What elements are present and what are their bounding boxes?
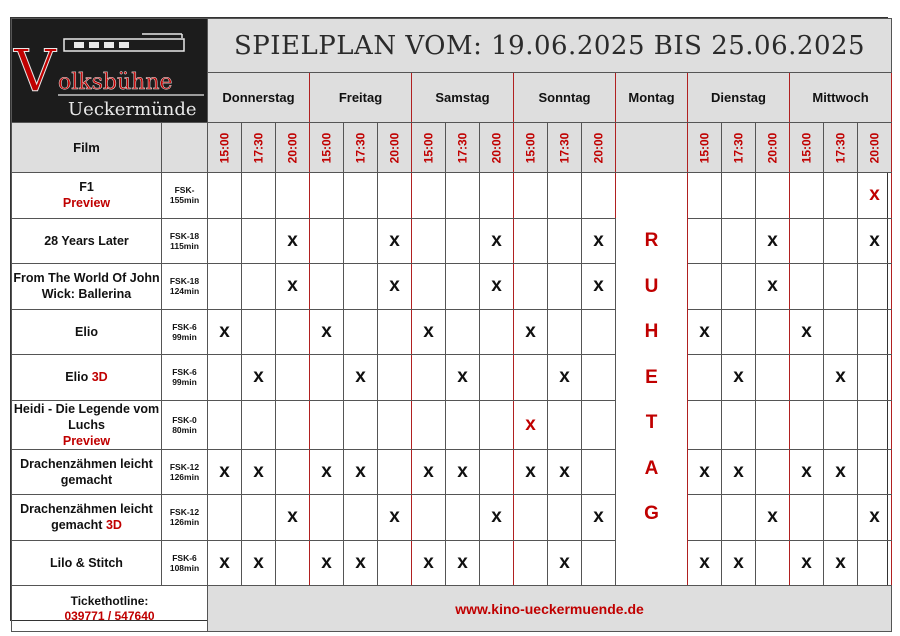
day-header-donnerstag: Donnerstag (208, 73, 310, 123)
time-slot (858, 123, 892, 173)
showing-cell (824, 264, 858, 310)
showing-cell (480, 400, 514, 449)
time-slot (446, 123, 480, 173)
fsk-rating: FSK-18 (169, 230, 200, 241)
film-title-cell (12, 400, 162, 449)
showing-cell (412, 355, 446, 401)
showing-cell: x (276, 264, 310, 310)
day-header-mittwoch: Mittwoch (790, 73, 892, 123)
showing-cell: x (412, 449, 446, 495)
showing-cell (412, 264, 446, 310)
showing-cell: x (480, 264, 514, 310)
showing-cell (480, 309, 514, 355)
film-row (12, 218, 892, 264)
showing-cell (514, 495, 548, 541)
ruhetag-letter: G (644, 503, 659, 524)
showing-cell (858, 355, 892, 401)
showing-cell (722, 400, 756, 449)
film-title-cell (12, 540, 162, 586)
showing-cell (582, 540, 616, 586)
ruhetag-letter: R (644, 230, 659, 251)
time-slot (688, 123, 722, 173)
showing-cell (790, 400, 824, 449)
time-label: 15:00 (799, 132, 814, 163)
runtime: 126min (169, 471, 200, 482)
showing-cell: x (722, 449, 756, 495)
runtime: 80min (172, 424, 197, 435)
showing-cell: x (344, 355, 378, 401)
showing-cell (344, 218, 378, 264)
runtime: 115min (170, 240, 199, 251)
film-title: Drachenzähmen leicht gemacht (20, 456, 153, 487)
showing-cell (412, 495, 446, 541)
time-slot (310, 123, 344, 173)
svg-text:Ueckermünde: Ueckermünde (68, 99, 197, 120)
time-slot (208, 123, 242, 173)
showing-cell (344, 400, 378, 449)
showing-cell: x (790, 540, 824, 586)
ruhetag-letter: T (645, 412, 658, 433)
showing-cell (208, 218, 242, 264)
film-row (12, 540, 892, 586)
showing-cell (208, 173, 242, 219)
fsk-rating-cell (162, 264, 208, 310)
showing-cell (790, 218, 824, 264)
runtime: 99min (172, 377, 197, 388)
film-title-cell (12, 309, 162, 355)
time-label: 20:00 (765, 132, 780, 163)
time-slot (722, 123, 756, 173)
showing-cell (824, 173, 858, 219)
showing-cell (582, 355, 616, 401)
showing-cell (548, 264, 582, 310)
schedule-title: SPIELPLAN VOM: 19.06.2025 BIS 25.06.2025 (208, 19, 892, 73)
showing-cell (548, 309, 582, 355)
time-label: 15:00 (217, 132, 232, 163)
day-header-freitag: Freitag (310, 73, 412, 123)
showing-cell (344, 495, 378, 541)
film-title-cell (12, 449, 162, 495)
showing-cell (756, 309, 790, 355)
showing-cell: x (756, 264, 790, 310)
film-format-suffix: 3D (105, 518, 122, 533)
showing-cell (310, 264, 344, 310)
showing-cell (310, 173, 344, 219)
fsk-rating-cell (162, 218, 208, 264)
fsk-rating: FSK-0 (172, 414, 197, 425)
showing-cell (378, 449, 412, 495)
showing-cell: x (242, 355, 276, 401)
time-label: 20:00 (489, 132, 504, 163)
showing-cell (344, 309, 378, 355)
time-slot (480, 123, 514, 173)
ruhetag-letter: H (644, 321, 659, 342)
film-title-cell (12, 173, 162, 219)
fsk-rating: FSK-6 (172, 552, 197, 563)
showing-cell (582, 449, 616, 495)
svg-text:V: V (14, 37, 56, 105)
film-title-cell (12, 264, 162, 310)
showing-cell: x (242, 540, 276, 586)
time-label: 20:00 (285, 132, 300, 163)
showing-cell: x (446, 449, 480, 495)
showing-cell (790, 173, 824, 219)
day-header-dienstag: Dienstag (688, 73, 790, 123)
film-title: Lilo & Stitch (50, 555, 123, 570)
showing-cell: x (548, 540, 582, 586)
schedule-sheet (10, 17, 888, 621)
showing-cell: x (824, 449, 858, 495)
showing-cell (480, 540, 514, 586)
showing-cell (344, 264, 378, 310)
showing-cell (858, 309, 892, 355)
time-slot (514, 123, 548, 173)
showing-cell: x (582, 264, 616, 310)
showing-cell: x (756, 218, 790, 264)
fsk-rating-cell (162, 449, 208, 495)
svg-text:olksbühne: olksbühne (58, 70, 173, 95)
time-label: 17:30 (557, 132, 572, 163)
showing-cell: x (208, 309, 242, 355)
fsk-rating: FSK- (174, 185, 195, 196)
showing-cell: x (858, 218, 892, 264)
showing-cell (756, 540, 790, 586)
showing-cell (242, 173, 276, 219)
showing-cell (688, 400, 722, 449)
showing-cell (548, 218, 582, 264)
showing-cell: x (858, 495, 892, 541)
time-label: 15:00 (697, 132, 712, 163)
time-slot (824, 123, 858, 173)
showing-cell (242, 400, 276, 449)
showing-cell (756, 355, 790, 401)
showing-cell (790, 264, 824, 310)
film-row (12, 309, 892, 355)
time-slot (276, 123, 310, 173)
showing-cell (242, 218, 276, 264)
showing-cell (378, 309, 412, 355)
fsk-rating-cell (162, 495, 208, 541)
time-slot (756, 123, 790, 173)
showing-cell (756, 173, 790, 219)
day-header-samstag: Samstag (412, 73, 514, 123)
title-row (12, 19, 892, 73)
showing-cell: x (446, 540, 480, 586)
showing-cell (688, 218, 722, 264)
showing-cell (756, 449, 790, 495)
film-title: From The World Of John Wick: Ballerina (13, 271, 160, 302)
showing-cell (412, 218, 446, 264)
film-title: Heidi - Die Legende vom Luchs (13, 401, 160, 432)
film-title: Elio (65, 370, 89, 385)
showing-cell: x (480, 218, 514, 264)
showing-cell (688, 173, 722, 219)
showing-cell (824, 495, 858, 541)
day-header-sonntag: Sonntag (514, 73, 616, 123)
showing-cell (548, 173, 582, 219)
showing-cell: x (688, 449, 722, 495)
showing-cell: x (548, 449, 582, 495)
showing-cell (242, 495, 276, 541)
showing-cell (446, 400, 480, 449)
fsk-rating: FSK-6 (172, 321, 197, 332)
showing-cell: x (242, 449, 276, 495)
fsk-rating-cell (162, 540, 208, 586)
showing-cell: x (824, 540, 858, 586)
hotline-label: Tickethotline: (70, 593, 149, 608)
film-row (12, 173, 892, 219)
showing-cell: x (688, 540, 722, 586)
fsk-rating: FSK-12 (169, 507, 200, 518)
showing-cell (548, 495, 582, 541)
showing-cell: x (858, 173, 892, 219)
showing-cell: x (514, 309, 548, 355)
showing-cell (514, 173, 548, 219)
showing-cell (276, 449, 310, 495)
showing-cell (824, 309, 858, 355)
showing-cell (858, 449, 892, 495)
showing-cell (310, 218, 344, 264)
showing-cell (688, 355, 722, 401)
showing-cell (276, 400, 310, 449)
showing-cell: x (688, 309, 722, 355)
film-row (12, 264, 892, 310)
showing-cell (824, 218, 858, 264)
showing-cell: x (412, 309, 446, 355)
showing-cell (378, 540, 412, 586)
fsk-rating-cell (162, 355, 208, 401)
showing-cell: x (310, 540, 344, 586)
showing-cell (548, 400, 582, 449)
time-slot (412, 123, 446, 173)
film-row (12, 400, 892, 449)
footer-row (12, 586, 892, 632)
showing-cell (824, 400, 858, 449)
showing-cell (446, 173, 480, 219)
showing-cell (514, 218, 548, 264)
showing-cell: x (756, 495, 790, 541)
showing-cell (722, 309, 756, 355)
time-slot (582, 123, 616, 173)
ruhetag-letter: A (644, 457, 659, 479)
time-slot (344, 123, 378, 173)
showing-cell: x (208, 449, 242, 495)
time-label: 17:30 (833, 132, 848, 163)
showing-cell (310, 495, 344, 541)
time-slot (378, 123, 412, 173)
fsk-rating: FSK-18 (169, 276, 200, 287)
film-title: Elio (75, 324, 98, 339)
schedule-table (11, 18, 892, 632)
showing-cell: x (514, 400, 548, 449)
time-slot (242, 123, 276, 173)
showing-cell (480, 173, 514, 219)
showing-cell (514, 540, 548, 586)
fsk-rating: FSK-6 (172, 367, 197, 378)
showing-cell (688, 264, 722, 310)
showing-cell (790, 495, 824, 541)
film-title-cell (12, 495, 162, 541)
showing-cell (276, 540, 310, 586)
showing-cell (276, 309, 310, 355)
showing-cell: x (548, 355, 582, 401)
showing-cell (242, 264, 276, 310)
film-title: 28 Years Later (44, 233, 129, 248)
showing-cell: x (208, 540, 242, 586)
runtime: 126min (169, 517, 200, 528)
time-label: 20:00 (387, 132, 402, 163)
showing-cell (378, 355, 412, 401)
runtime: 155min (169, 195, 200, 206)
ruhetag-letter: U (644, 275, 659, 297)
showing-cell: x (310, 449, 344, 495)
showing-cell (480, 449, 514, 495)
time-label: 20:00 (867, 132, 882, 163)
showing-cell (446, 264, 480, 310)
cinema-logo (12, 19, 208, 123)
showing-cell (858, 264, 892, 310)
showing-cell (722, 218, 756, 264)
showing-cell: x (412, 540, 446, 586)
film-row (12, 449, 892, 495)
showing-cell: x (722, 540, 756, 586)
showing-cell (446, 218, 480, 264)
showing-cell (242, 309, 276, 355)
hotline-number[interactable]: 039771 / 547640 (64, 608, 155, 623)
runtime: 99min (172, 331, 197, 342)
time-label: 15:00 (319, 132, 334, 163)
showing-cell (722, 173, 756, 219)
showing-cell: x (310, 309, 344, 355)
film-row (12, 495, 892, 541)
showing-cell (514, 355, 548, 401)
fsk-rating-cell (162, 400, 208, 449)
fsk-rating-cell (162, 173, 208, 219)
showing-cell: x (378, 218, 412, 264)
showing-cell (412, 173, 446, 219)
showing-cell (446, 495, 480, 541)
showing-cell (858, 400, 892, 449)
showing-cell: x (514, 449, 548, 495)
fsk-column-header (162, 123, 208, 173)
showing-cell (276, 355, 310, 401)
time-slot-empty (616, 123, 688, 173)
ruhetag-letters (616, 173, 687, 537)
ruhetag-column (616, 173, 688, 586)
showing-cell (208, 355, 242, 401)
showing-cell: x (344, 540, 378, 586)
showing-cell (378, 400, 412, 449)
time-label: 17:30 (353, 132, 368, 163)
showing-cell: x (378, 495, 412, 541)
showing-cell: x (446, 355, 480, 401)
showing-cell (480, 355, 514, 401)
film-title-cell (12, 218, 162, 264)
film-title: Drachenzähmen leicht gemacht (20, 502, 153, 533)
showing-cell (722, 264, 756, 310)
time-label: 15:00 (421, 132, 436, 163)
time-label: 15:00 (523, 132, 538, 163)
fsk-rating: FSK-12 (169, 461, 200, 472)
showing-cell (310, 400, 344, 449)
showing-cell (514, 264, 548, 310)
time-label: 20:00 (591, 132, 606, 163)
showing-cell: x (344, 449, 378, 495)
website-link[interactable]: www.kino-ueckermuende.de (208, 586, 892, 632)
showing-cell (688, 495, 722, 541)
ticket-hotline (12, 586, 208, 632)
showing-cell (310, 355, 344, 401)
showing-cell (446, 309, 480, 355)
film-title-cell (12, 355, 162, 401)
showing-cell: x (582, 218, 616, 264)
showing-cell (208, 495, 242, 541)
showing-cell (412, 400, 446, 449)
film-title: F1 (79, 180, 94, 195)
time-slot (790, 123, 824, 173)
day-header-montag: Montag (616, 73, 688, 123)
showing-cell: x (790, 309, 824, 355)
showing-cell: x (722, 355, 756, 401)
showing-cell: x (582, 495, 616, 541)
showing-cell (790, 355, 824, 401)
time-label: 17:30 (731, 132, 746, 163)
time-slot (548, 123, 582, 173)
showing-cell (756, 400, 790, 449)
time-label: 17:30 (455, 132, 470, 163)
showing-cell: x (276, 495, 310, 541)
time-row (12, 123, 892, 173)
showing-cell (582, 309, 616, 355)
showing-cell: x (824, 355, 858, 401)
showing-cell (208, 264, 242, 310)
ruhetag-letter: E (645, 366, 658, 388)
runtime: 108min (169, 562, 200, 573)
showing-cell: x (790, 449, 824, 495)
showing-cell (858, 540, 892, 586)
showing-cell (582, 173, 616, 219)
showing-cell (276, 173, 310, 219)
showing-cell: x (276, 218, 310, 264)
logo-graphic (12, 19, 206, 121)
showing-cell (344, 173, 378, 219)
showing-cell: x (480, 495, 514, 541)
film-note: Preview (62, 433, 111, 448)
film-row (12, 355, 892, 401)
showing-cell (378, 173, 412, 219)
time-label: 17:30 (251, 132, 266, 163)
fsk-rating-cell (162, 309, 208, 355)
runtime: 124min (169, 286, 200, 297)
film-note: Preview (62, 196, 111, 211)
showing-cell (722, 495, 756, 541)
showing-cell (582, 400, 616, 449)
showing-cell (208, 400, 242, 449)
film-column-header: Film (12, 123, 162, 173)
film-format-suffix: 3D (91, 370, 108, 385)
showing-cell: x (378, 264, 412, 310)
